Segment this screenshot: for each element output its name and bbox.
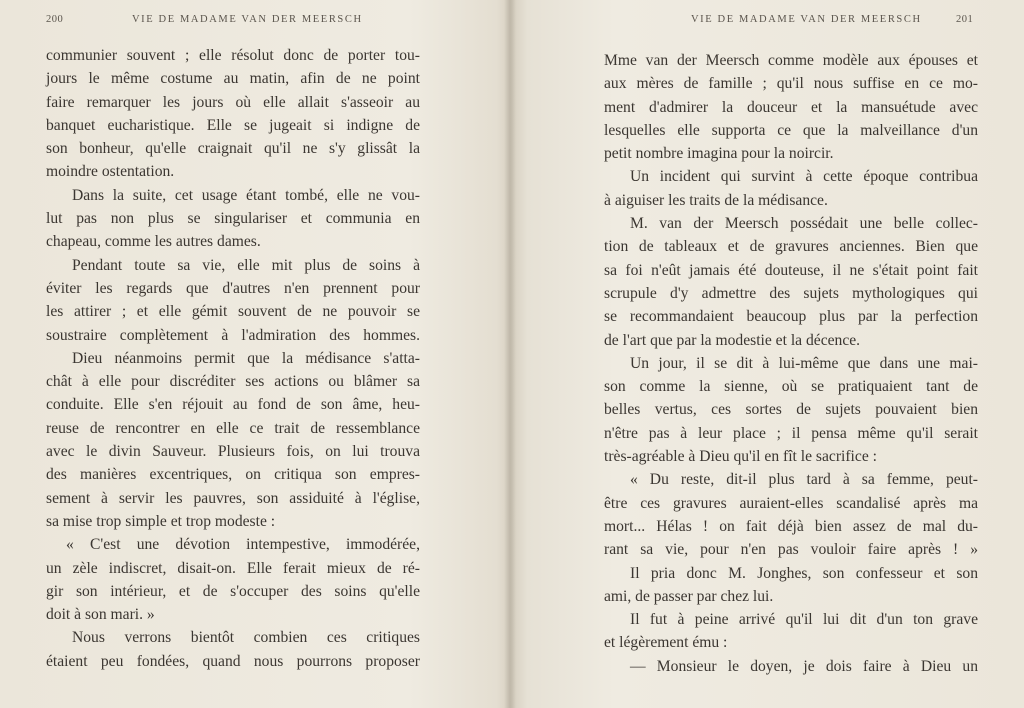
text-line: faire remarquer les jours où elle allait s'asseoir au bbox=[46, 93, 420, 111]
text-line: scrupule d'y admettre des sujets mythologiques qui bbox=[604, 284, 978, 302]
running-head-left: VIE DE MADAME VAN DER MEERSCH bbox=[132, 14, 363, 25]
book-gutter bbox=[504, 0, 516, 708]
text-line: Un incident qui survint à cette époque contribua bbox=[630, 168, 978, 186]
text-line: son comme la sienne, où se pratiquaient tant de bbox=[604, 378, 978, 396]
text-line: très-agréable à Dieu qu'il en fît le sacrifice : bbox=[604, 448, 877, 466]
text-line: lut pas non plus se singulariser et communia en bbox=[46, 210, 420, 228]
text-line: Un jour, il se dit à lui-même que dans une mai- bbox=[630, 354, 978, 372]
text-line: tion de tableaux et de gravures anciennes. Bien que bbox=[604, 238, 978, 256]
text-line: belles vertus, ces sortes de sujets pouvaient bien bbox=[604, 401, 978, 419]
text-line: Il fut à peine arrivé qu'il lui dit d'un ton grave bbox=[630, 611, 978, 629]
text-line: soustraire complètement à l'admiration des hommes. bbox=[46, 326, 420, 344]
text-line: éviter les regards que d'autres n'en prennent pour bbox=[46, 279, 420, 297]
running-head-right: VIE DE MADAME VAN DER MEERSCH bbox=[691, 14, 922, 25]
text-line: jours le même costume au matin, afin de ne point bbox=[46, 70, 420, 88]
text-line: être ces gravures auraient-elles scandalisé après ma bbox=[604, 494, 978, 512]
text-line: conduite. Elle s'en réjouit au fond de son âme, heu- bbox=[46, 396, 420, 414]
text-line: rant sa vie, pour n'en pas vouloir faire après ! » bbox=[604, 541, 978, 559]
text-line: Nous verrons bientôt combien ces critiques bbox=[72, 629, 420, 647]
text-line: son bonheur, qu'elle craignait qu'il ne s'y glissât la bbox=[46, 140, 420, 158]
text-line: les attirer ; et elle gémit souvent de ne pouvoir se bbox=[46, 303, 420, 321]
text-line: ami, de passer par chez lui. bbox=[604, 587, 774, 605]
text-line: Pendant toute sa vie, elle mit plus de soins à bbox=[72, 256, 420, 274]
text-line: doit à son mari. » bbox=[46, 606, 155, 624]
text-line: sa foi n'eût jamais été douteuse, il ne s'était point fait bbox=[604, 261, 978, 279]
text-line: Dieu néanmoins permit que la médisance s'atta- bbox=[72, 349, 420, 367]
text-line: banquet eucharistique. Elle se jugeait si indigne de bbox=[46, 116, 420, 134]
text-line: « Du reste, dit-il plus tard à sa femme, peut- bbox=[630, 471, 978, 489]
text-line: un zèle indiscret, disait-on. Elle ferait mieux de ré- bbox=[46, 559, 420, 577]
page-number-right: 201 bbox=[956, 14, 974, 25]
text-line: moindre ostentation. bbox=[46, 163, 175, 181]
text-line: se recommandaient beaucoup plus par la perfection bbox=[604, 308, 978, 326]
text-line: de l'art que par la modestie et la décence. bbox=[604, 331, 861, 349]
text-line: sement à servir les pauvres, son assiduité à l'église, bbox=[46, 489, 420, 507]
text-line: mort... Hélas ! on fait déjà bien assez de mal du- bbox=[604, 517, 978, 535]
right-page-text bbox=[604, 49, 978, 678]
text-line: reuse de rencontrer en elle ce trait de ressemblance bbox=[46, 419, 420, 437]
text-line: — Monsieur le doyen, je dois faire à Dieu un bbox=[630, 657, 978, 675]
text-line: Il pria donc M. Jonghes, son confesseur et son bbox=[630, 564, 978, 582]
text-line: petit nombre imagina pour la noircir. bbox=[604, 145, 834, 163]
left-page bbox=[0, 0, 504, 708]
text-line: gir son intérieur, et de s'occuper des soins qu'elle bbox=[46, 582, 420, 600]
text-line: Mme van der Meersch comme modèle aux épouses et bbox=[604, 52, 978, 69]
text-line: communier souvent ; elle résolut donc de porter tou- bbox=[46, 47, 420, 64]
text-line: à aiguiser les traits de la médisance. bbox=[604, 191, 828, 209]
text-line: chapeau, comme les autres dames. bbox=[46, 233, 261, 251]
text-line: des manières excentriques, on critiqua son empres- bbox=[46, 466, 420, 484]
text-line: et légèrement ému : bbox=[604, 634, 728, 652]
text-line: M. van der Meersch possédait une belle collec- bbox=[630, 215, 978, 233]
right-page bbox=[516, 0, 1024, 708]
text-line: ment d'admirer la douceur et la mansuétude avec bbox=[604, 98, 978, 116]
text-line: n'être pas à leur place ; il pensa même qu'il serait bbox=[604, 424, 978, 442]
page-number-left: 200 bbox=[46, 14, 64, 25]
text-line: chât à elle pour discréditer ses actions ou blâmer sa bbox=[46, 373, 420, 391]
text-line: avec le divin Sauveur. Plusieurs fois, on lui trouva bbox=[46, 443, 420, 461]
text-line: étaient peu fondées, quand nous pourrons proposer bbox=[46, 652, 420, 670]
text-line: sa mise trop simple et trop modeste : bbox=[46, 512, 276, 530]
text-line: lesquelles elle supporta ce que la malveillance d'un bbox=[604, 121, 978, 139]
text-line: aux mères de famille ; qu'il nous suffise en ce mo- bbox=[604, 75, 978, 93]
text-line: Dans la suite, cet usage étant tombé, elle ne vou- bbox=[72, 186, 420, 204]
left-page-text bbox=[46, 44, 420, 673]
text-line: « C'est une dévotion intempestive, immodérée, bbox=[66, 536, 420, 554]
